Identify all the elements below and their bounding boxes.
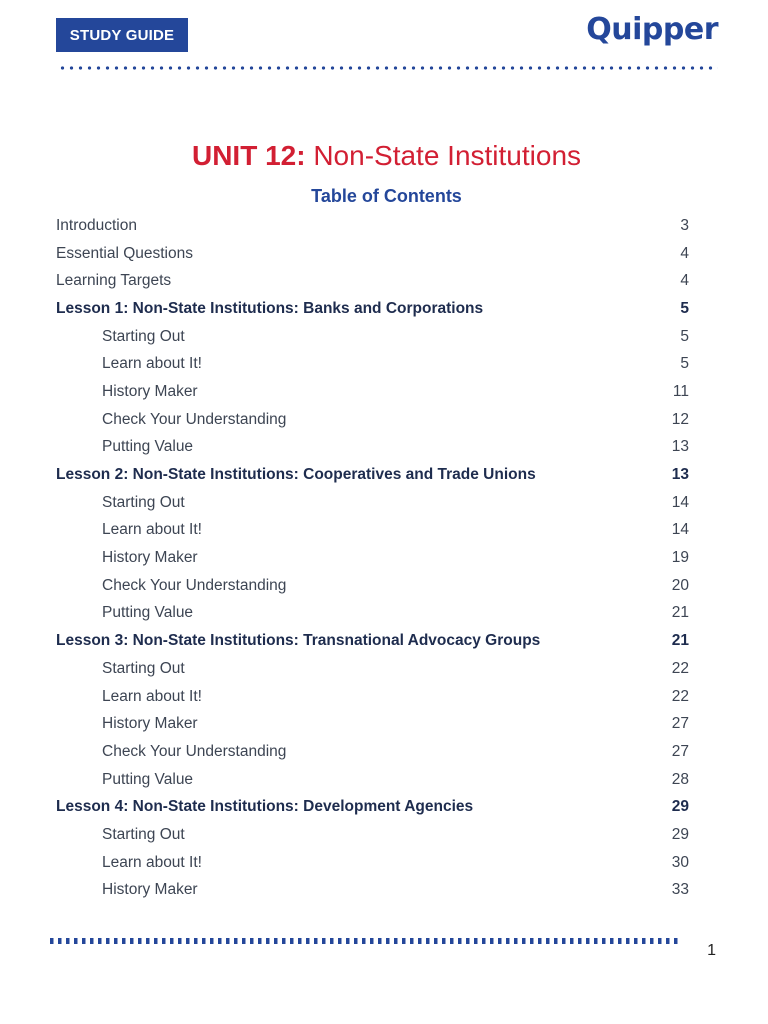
unit-name: Non-State Institutions [313,140,582,171]
toc-entry-page: 5 [680,327,689,345]
toc-entry-label: History Maker [102,881,198,899]
table-of-contents [56,212,689,904]
toc-entry-page: 11 [672,382,689,400]
toc-entry-label: Lesson 4: Non-State Institutions: Development Agencies [56,798,474,816]
toc-entry[interactable] [56,683,689,711]
toc-entry-page: 22 [671,687,689,705]
toc-entry[interactable] [56,655,689,683]
toc-entry[interactable] [56,212,689,240]
toc-entry-page: 29 [671,798,689,816]
toc-entry-page: 13 [671,438,689,456]
toc-entry[interactable] [56,627,689,655]
toc-entry-label: Putting Value [102,438,194,456]
toc-entry-label: Starting Out [102,493,185,511]
toc-heading: Table of Contents [311,186,462,206]
toc-entry-page: 3 [680,216,689,234]
toc-entry[interactable] [56,434,689,462]
toc-entry[interactable] [56,600,689,628]
page-title [0,140,768,172]
toc-entry[interactable] [56,240,689,268]
toc-entry-label: Learn about It! [102,355,202,373]
toc-entry-label: Check Your Understanding [102,410,287,428]
toc-entry-label: Learn about It! [102,853,202,871]
toc-entry[interactable] [56,350,689,378]
toc-entry[interactable] [56,489,689,517]
toc-entry-page: 14 [671,521,689,539]
page-number: 1 [707,942,716,959]
toc-entry-label: Putting Value [102,770,194,788]
toc-entry-page: 4 [680,244,689,262]
toc-entry-page: 22 [671,659,689,677]
toc-entry-page: 13 [671,466,689,484]
toc-entry-page: 5 [680,355,689,373]
toc-entry-page: 20 [671,576,689,594]
toc-entry-label: Essential Questions [56,244,193,262]
toc-entry-page: 27 [671,715,689,733]
toc-entry-label: Putting Value [102,604,194,622]
toc-entry-page: 19 [671,549,689,567]
toc-entry-label: Lesson 2: Non-State Institutions: Cooperatives and Trade Unions [56,466,536,484]
toc-entry-label: Starting Out [102,659,185,677]
toc-entry-page: 5 [680,299,689,317]
toc-entry[interactable] [56,572,689,600]
toc-entry-page: 27 [671,742,689,760]
toc-entry[interactable] [56,406,689,434]
toc-entry-label: Check Your Understanding [102,742,287,760]
unit-number: UNIT 12: [191,140,306,171]
toc-entry-label: Learn about It! [102,521,202,539]
toc-entry-label: Lesson 3: Non-State Institutions: Transnational Advocacy Groups [56,632,541,650]
toc-entry-label: Learning Targets [56,272,172,290]
toc-entry-label: Lesson 1: Non-State Institutions: Banks and Corporations [56,299,484,317]
toc-entry-page: 21 [671,632,689,650]
toc-entry-page: 21 [671,604,689,622]
toc-entry-label: Starting Out [102,327,185,345]
toc-entry[interactable] [56,821,689,849]
toc-entry-page: 29 [671,825,689,843]
quipper-logo: Quipper [586,12,718,47]
bottom-dotted-divider [50,938,682,944]
toc-entry-label: Starting Out [102,825,185,843]
toc-entry[interactable] [56,544,689,572]
toc-entry-page: 14 [671,493,689,511]
toc-entry[interactable] [56,877,689,905]
toc-entry-page: 33 [671,881,689,899]
toc-entry[interactable] [56,378,689,406]
toc-entry-label: History Maker [102,715,198,733]
toc-entry-label: Learn about It! [102,687,202,705]
study-guide-badge: STUDY GUIDE [56,18,188,52]
toc-entry[interactable] [56,267,689,295]
toc-entry[interactable] [56,849,689,877]
toc-entry[interactable] [56,517,689,545]
toc-entry[interactable] [56,295,689,323]
toc-entry[interactable] [56,323,689,351]
toc-entry-label: History Maker [102,549,198,567]
toc-entry[interactable] [56,710,689,738]
toc-entry[interactable] [56,793,689,821]
toc-entry-label: Check Your Understanding [102,576,287,594]
toc-entry-page: 30 [671,853,689,871]
top-dotted-divider [58,66,718,70]
toc-entry-page: 4 [680,272,689,290]
toc-entry-page: 28 [671,770,689,788]
toc-entry-label: Introduction [56,216,137,234]
toc-entry[interactable] [56,461,689,489]
toc-entry-label: History Maker [102,382,198,400]
toc-entry[interactable] [56,766,689,794]
toc-entry-page: 12 [671,410,689,428]
toc-entry[interactable] [56,738,689,766]
